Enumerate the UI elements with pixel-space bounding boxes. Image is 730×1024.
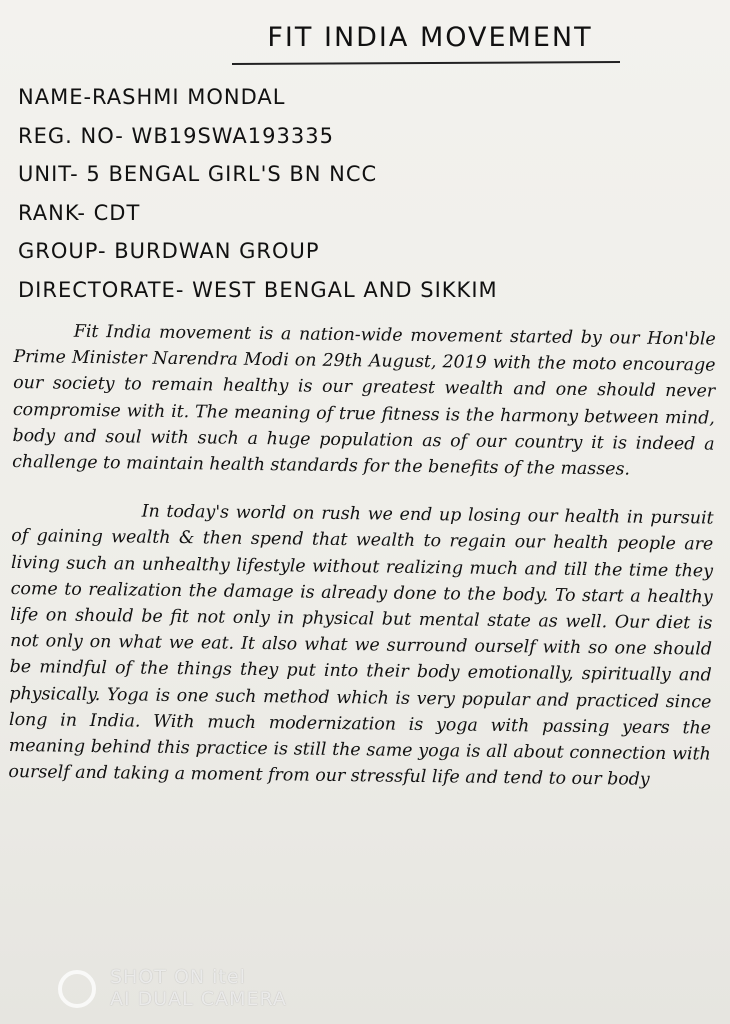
directorate-line: DIRECTORATE- WEST BENGAL AND SIKKIM bbox=[18, 277, 498, 302]
paragraph-1: Fit India movement is a nation-wide movement started by our Hon'ble Prime Minister Narendra Modi on 29th August, 2019 with the moto encourage our society to remain healthy is our greatest wealth and one should never compromise with it. The meaning of true fitness is the harmony between mind, body and soul with such a huge population as of our country it is indeed a challenge to maintain health standards for the benefits of the masses. bbox=[12, 321, 716, 480]
watermark-line-2: AI DUAL CAMERA bbox=[110, 988, 287, 1010]
page-title: FIT INDIA MOVEMENT bbox=[267, 22, 593, 53]
rank-line: RANK- CDT bbox=[18, 200, 141, 225]
essay-body bbox=[8, 318, 716, 794]
title-underline bbox=[232, 61, 620, 65]
group-line: GROUP- BURDWAN GROUP bbox=[18, 239, 320, 263]
name-line: NAME-RASHMI MONDAL bbox=[18, 85, 286, 109]
watermark-line-1: SHOT ON itel bbox=[110, 966, 246, 988]
cadet-details bbox=[18, 78, 718, 309]
reg-no-line: REG. NO- WB19SWA193335 bbox=[18, 123, 334, 148]
unit-line: UNIT- 5 BENGAL GIRL'S BN NCC bbox=[18, 162, 378, 186]
paragraph-2: In today's world on rush we end up losing our health in pursuit of gaining wealth & then spend that wealth to regain our health people are living such an unhealthy lifestyle without realizing much and till the time they come to realization the damage is already done to the body. To start a healthy life on should be fit not only in physical but mental state as well. Our diet is not only on what we eat. It also what we surround ourself with so one should be mindful of the things they put into their body emotionally, spiritually and physically. Yoga is one such method which is very popular and practiced since long in India. With much modernization is yoga with passing years the meaning behind this practice is still the same yoga is all about connection with ourself and taking a moment from our stressful life and tend to our body bbox=[8, 501, 714, 791]
camera-ring-icon bbox=[58, 970, 96, 1008]
